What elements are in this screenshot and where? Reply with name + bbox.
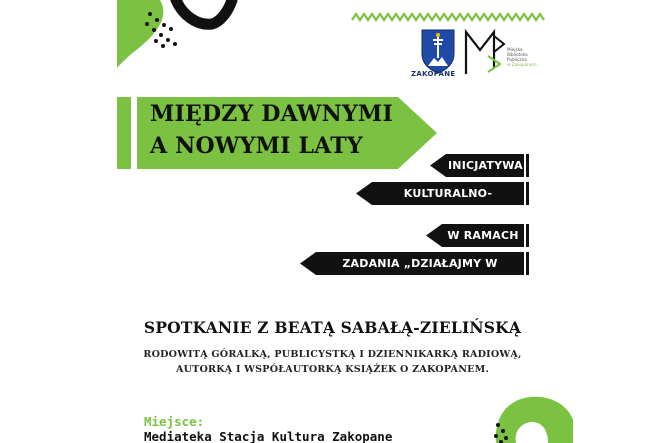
meeting-heading: SPOTKANIE Z BEATĄ SABAŁĄ-ZIELIŃSKĄ: [143, 318, 522, 337]
library-line: Biblioteka: [507, 52, 528, 57]
tag-initiative: INICJATYWA: [448, 159, 523, 172]
meeting-description-line-2: AUTORKĄ I WSPÓŁAUTORKĄ KSIĄŻEK O ZAKOPANEM.: [175, 364, 490, 375]
library-line: Publiczna: [507, 57, 527, 62]
tag-cultural-educational: KULTURALNO-EDUKACYJNA: [403, 187, 493, 219]
black-swirl-top: [176, 0, 232, 24]
city-name: ZAKOPANE: [411, 70, 456, 78]
library-line: Miejska: [507, 47, 523, 52]
banner-left-bar: [117, 97, 131, 169]
library-line: w Zakopanem: [507, 62, 537, 67]
tag-within: W RAMACH: [447, 229, 519, 242]
title-line-1: MIĘDZY DAWNYMI: [150, 101, 393, 127]
mbp-logo-icon: [464, 28, 508, 76]
meeting-description-line-1: RODOWITĄ GÓRALKĄ, PUBLICYSTKĄ I DZIENNIKARKĄ RADIOWĄ,: [143, 349, 522, 360]
green-blob-top-left: [117, 0, 163, 68]
place-value: Mediateka Stacja Kultura Zakopane: [144, 429, 393, 443]
title-line-2: A NOWYMI LATY: [150, 133, 363, 159]
library-name: [507, 47, 537, 67]
zakopane-crest-icon: [420, 28, 456, 74]
green-zigzag: [352, 14, 544, 20]
tag-task-name: ZADANIA „DZIAŁAJMY W BIBLIOTECE”: [342, 257, 498, 289]
place-label: Miejsce:: [144, 414, 205, 429]
